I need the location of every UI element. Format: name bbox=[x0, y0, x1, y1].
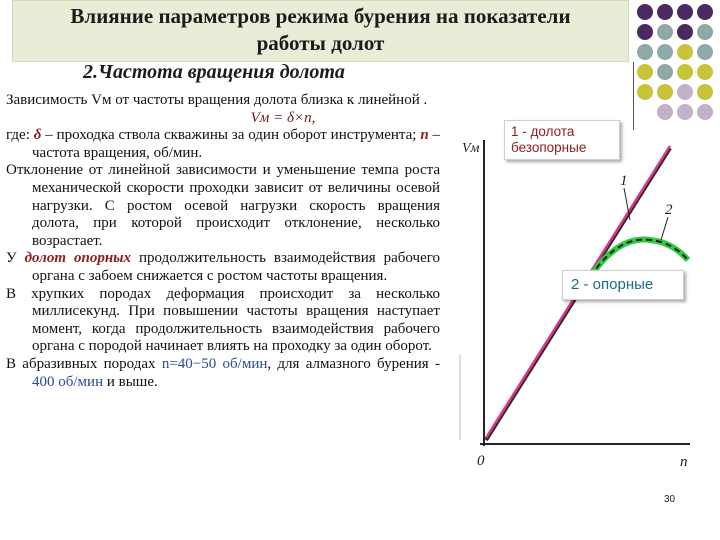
title-line-1: Влияние параметров режима бурения на показатели bbox=[70, 4, 571, 28]
p6-prefix: В абразивных породах bbox=[6, 355, 156, 372]
p6-end: и выше. bbox=[106, 373, 158, 390]
p6-value1: n=40−50 об/мин bbox=[161, 355, 268, 372]
curve-2-label: 2 bbox=[665, 202, 673, 218]
p4-rest: продолжительность взаимодействия рабочего органа с забоем снижается с ростом частоты вращения. bbox=[32, 250, 441, 284]
p4-highlight: долот опорных bbox=[24, 250, 132, 267]
curve-2-leader bbox=[661, 217, 668, 240]
symbol-n: n bbox=[420, 127, 429, 144]
origin-label: 0 bbox=[477, 453, 485, 469]
p4-prefix: У bbox=[6, 250, 17, 267]
page-number: 30 bbox=[664, 494, 676, 505]
legend-2-box: 2 - опорные bbox=[562, 270, 684, 300]
p6-value2: 400 об/мин bbox=[32, 373, 104, 390]
p2-prefix: где: bbox=[6, 127, 30, 144]
legend-1-box: 1 - долота безопорные bbox=[504, 120, 620, 160]
title-line-2: работы долот bbox=[256, 31, 385, 55]
subtitle: 2.Частота вращения долота bbox=[83, 61, 345, 83]
paragraph-5: В хрупких породах деформация происходит за несколько миллисекунд. При повышении частоты вращения наступает момент, когда продолжительность взаимодействия рабочего органа с породой начинает влиять на проходку за один оборот. bbox=[6, 285, 440, 355]
formula: Vм = δ×n, bbox=[250, 109, 316, 126]
p2-end: – частота вращения, об/мин. bbox=[32, 127, 441, 161]
x-axis-label: n bbox=[680, 454, 688, 470]
symbol-delta: δ bbox=[33, 127, 42, 144]
paragraph-1: Зависимость Vм от частоты вращения долота близка к линейной . bbox=[6, 92, 428, 108]
paragraph-3: Отклонение от линейной зависимости и уменьшение темпа роста механической скорости проходки зависит от величины осевой нагрузки. С ростом осевой нагрузки скорость вращения долота, при которой происходит отклонение, несколько возрастает. bbox=[6, 162, 440, 249]
curve-1-label: 1 bbox=[620, 173, 628, 189]
p2-mid: – проходка ствола скважины за один оборот инструмента; bbox=[45, 127, 417, 144]
y-axis-label: Vм bbox=[462, 141, 480, 156]
p6-mid: , для алмазного бурения - bbox=[267, 355, 440, 372]
